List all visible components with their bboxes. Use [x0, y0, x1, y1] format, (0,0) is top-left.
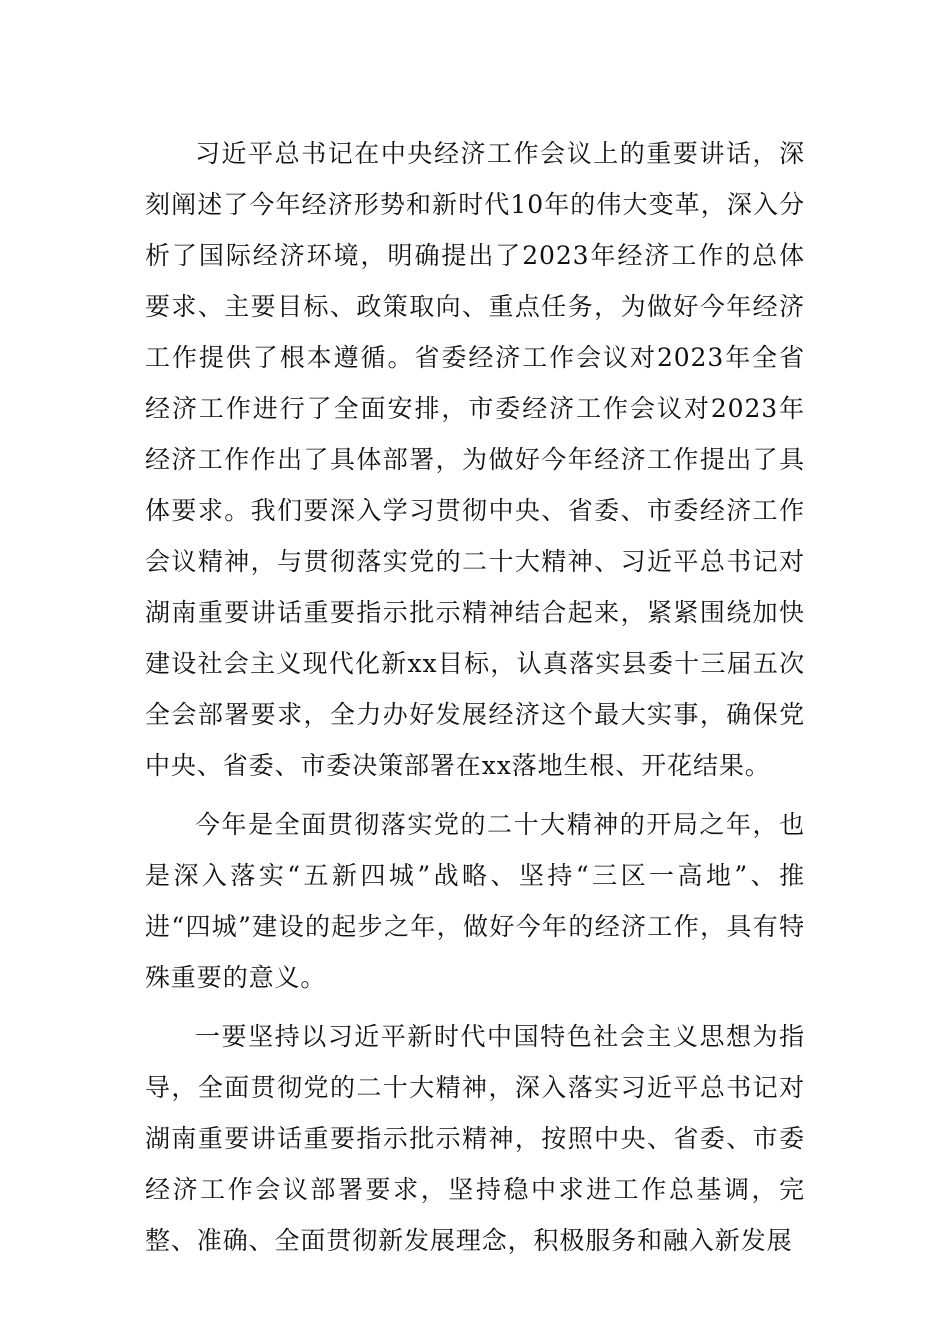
- paragraph-2: 今年是全面贯彻落实党的二十大精神的开局之年，也是深入落实“五新四城”战略、坚持“三区一高地”、推进“四城”建设的起步之年，做好今年的经济工作，具有特殊重要的意义。: [145, 810, 805, 992]
- document-body: [145, 128, 805, 1274]
- paragraph-1: 习近平总书记在中央经济工作会议上的重要讲话，深刻阐述了今年经济形势和新时代10年的伟大变革，深入分析了国际经济环境，明确提出了2023年经济工作的总体要求、主要目标、政策取向、重点任务，为做好今年经济工作提供了根本遵循。省委经济工作会议对2023年全省经济工作进行了全面安排，市委经济工作会议对2023年经济工作作出了具体部署，为做好今年经济工作提出了具体要求。我们要深入学习贯彻中央、省委、市委经济工作会议精神，与贯彻落实党的二十大精神、习近平总书记对湖南重要讲话重要指示批示精神结合起来，紧紧围绕加快建设社会主义现代化新xx目标，认真落实县委十三届五次全会部署要求，全力办好发展经济这个最大实事，确保党中央、省委、市委决策部署在xx落地生根、开花结果。: [145, 139, 805, 780]
- paragraph-3: 一要坚持以习近平新时代中国特色社会主义思想为指导，全面贯彻党的二十大精神，深入落实习近平总书记对湖南重要讲话重要指示批示精神，按照中央、省委、市委经济工作会议部署要求，坚持稳中求进工作总基调，完整、准确、全面贯彻新发展理念，积极服务和融入新发展: [145, 1022, 805, 1255]
